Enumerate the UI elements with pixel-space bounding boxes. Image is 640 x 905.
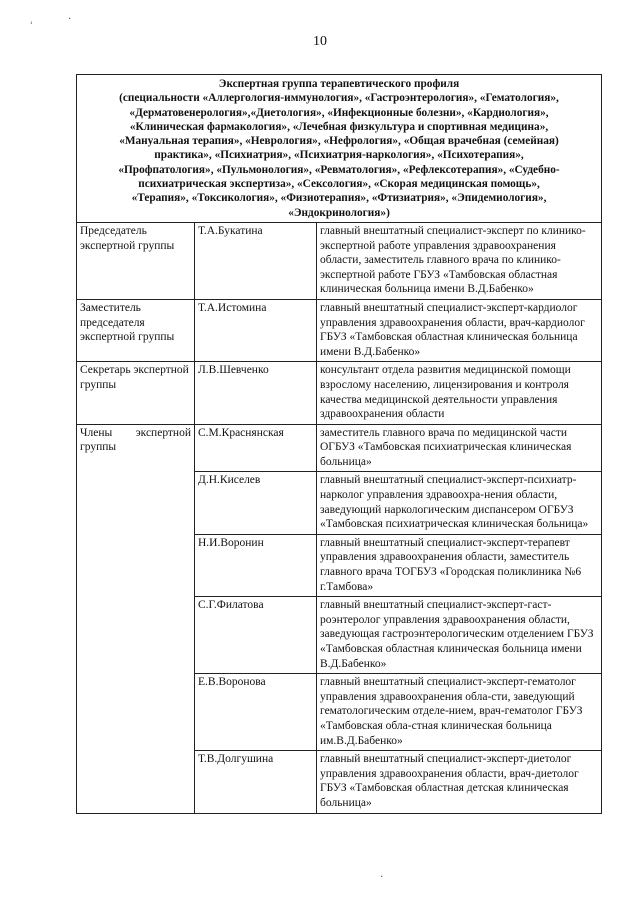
description-cell: главный внештатный специалист-эксперт-психиатр-нарколог управления здравоохра-нения области, заведующий наркологическим диспансером ОГБУЗ «Тамбовская психиатрическая клиническая больница» <box>317 472 602 534</box>
name-cell: Д.Н.Киселев <box>195 472 317 534</box>
expert-group-table <box>76 74 602 814</box>
role-cell: Председатель экспертной группы <box>77 222 195 299</box>
heading-line: психиатрическая экспертиза», «Сексология», «Скорая медицинская помощь», <box>138 178 540 191</box>
table-row <box>77 299 602 361</box>
table-row <box>77 424 602 472</box>
role-cell: Заместитель председателя экспертной группы <box>77 299 195 361</box>
scan-speck: · <box>380 872 384 883</box>
heading-line: «Профпатология», «Пульмонология», «Ревматология», «Рефлексотерапия», «Судебно- <box>118 163 560 176</box>
heading-line: практика», «Психиатрия», «Психиатрия-наркология», «Психотерапия», <box>154 149 524 162</box>
heading-line: «Клиническая фармакология», «Лечебная физкультура и спортивная медицина», <box>129 120 549 133</box>
name-cell: Т.В.Долгушина <box>195 751 317 813</box>
name-cell: Н.И.Воронин <box>195 534 317 596</box>
scan-speck: ۥ <box>30 18 33 29</box>
description-cell: главный внештатный специалист-эксперт по клинико-экспертной работе управления здравоохранения области, заместитель главного врача по клинико-экспертной работе ГБУЗ «Тамбовская областная клиническая больница имени В.Д.Бабенко» <box>317 222 602 299</box>
table-header-row <box>77 75 602 223</box>
heading-line: (специальности «Аллергология-иммунология», «Гастроэнтерология», «Гематология», <box>119 92 559 105</box>
table-row <box>77 362 602 424</box>
name-cell: Т.А.Букатина <box>195 222 317 299</box>
description-cell: главный внештатный специалист-эксперт-гематолог управления здравоохранения обла-сти, заведующий гематологическим отделе-нием, врач-гематолог ГБУЗ «Тамбовская обла-стная клиническая больница им.В.Д.Бабенко» <box>317 674 602 751</box>
table-row <box>77 222 602 299</box>
heading-line: Экспертная группа терапевтического профиля <box>218 78 460 90</box>
heading-line: «Мануальная терапия», «Неврология», «Нефрология», «Общая врачебная (семейная) <box>119 135 559 148</box>
scan-speck: · <box>68 14 72 25</box>
description-cell: главный внештатный специалист-эксперт-терапевт управления здравоохранения области, заместитель главного врача ТОГБУЗ «Городская поликлиника №6 г.Тамбова» <box>317 534 602 596</box>
description-cell: главный внештатный специалист-эксперт-диетолог управления здравоохранения области, врач-диетолог ГБУЗ «Тамбовская областная детская клиническая больница» <box>317 751 602 813</box>
heading-line: «Эндокринология») <box>288 206 390 219</box>
heading-line: «Дерматовенерология»,«Диетология», «Инфекционные болезни», «Кардиология», <box>129 106 549 119</box>
description-cell: заместитель главного врача по медицинской части ОГБУЗ «Тамбовская психиатрическая клиническая больница» <box>317 424 602 472</box>
name-cell: Т.А.Истомина <box>195 299 317 361</box>
role-cell-members: Члены экспертной группы <box>77 424 195 813</box>
name-cell: С.Г.Филатова <box>195 597 317 674</box>
name-cell: Л.В.Шевченко <box>195 362 317 424</box>
description-cell: главный внештатный специалист-эксперт-гаст-роэнтеролог управления здравоохранения области, заведующая гастроэнтерологическим отделением ГБУЗ «Тамбовская областная клиническая больница имени В.Д.Бабенко» <box>317 597 602 674</box>
page-number: 10 <box>313 34 327 49</box>
description-cell: консультант отдела развития медицинской помощи взрослому населению, лицензирования и контроля качества медицинской деятельности управления здравоохранения области <box>317 362 602 424</box>
heading-line: «Терапия», «Токсикология», «Физиотерапия», «Фтизиатрия», «Эпидемиология», <box>131 192 547 205</box>
name-cell: С.М.Краснянская <box>195 424 317 472</box>
group-heading <box>77 75 602 223</box>
description-cell: главный внештатный специалист-эксперт-кардиолог управления здравоохранения области, врач-кардиолог ГБУЗ «Тамбовская областная клиническая больница имени В.Д.Бабенко» <box>317 299 602 361</box>
name-cell: Е.В.Воронова <box>195 674 317 751</box>
role-cell: Секретарь экспертной группы <box>77 362 195 424</box>
